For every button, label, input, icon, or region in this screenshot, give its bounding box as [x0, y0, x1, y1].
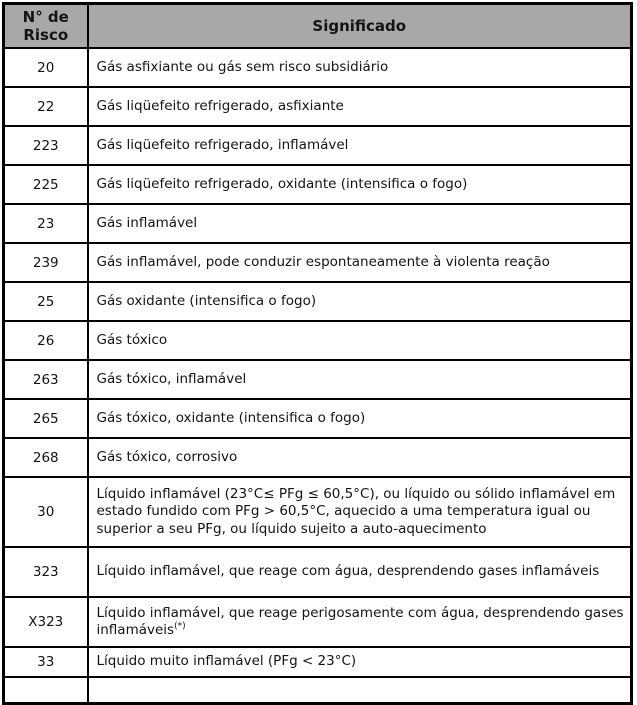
meaning-cell [88, 597, 632, 647]
risk-number-cell: 33 [4, 647, 88, 677]
table-row [4, 165, 632, 204]
risk-number-cell: 239 [4, 243, 88, 282]
meaning-text: Gás liqüefeito refrigerado, oxidante (intensifica o fogo) [96, 175, 468, 192]
table-row [4, 321, 632, 360]
meaning-text: Gás tóxico, corrosivo [96, 448, 238, 465]
meaning-text: Líquido muito inflamável (PFg < 23°C) [96, 653, 357, 670]
meaning-cell [88, 399, 632, 438]
table-row [4, 477, 632, 547]
risk-number-cell: 265 [4, 399, 88, 438]
table-row [4, 126, 632, 165]
meaning-cell [88, 204, 632, 243]
table-row [4, 647, 632, 677]
table-row [4, 48, 632, 87]
risk-number-cell: 323 [4, 547, 88, 597]
risk-number-table [2, 2, 633, 705]
meaning-cell [88, 243, 632, 282]
table-row [4, 438, 632, 477]
meaning-cell [88, 438, 632, 477]
meaning-cell [88, 48, 632, 87]
table-header-row [4, 4, 632, 49]
meaning-text: Gás liqüefeito refrigerado, inflamável [96, 136, 349, 153]
risk-number-cell [4, 677, 88, 704]
meaning-text: Gás tóxico [96, 331, 168, 348]
table-row [4, 282, 632, 321]
table-row-partial [4, 677, 632, 704]
risk-number-cell: X323 [4, 597, 88, 647]
table-row [4, 360, 632, 399]
table-row [4, 597, 632, 647]
risk-number-cell: 268 [4, 438, 88, 477]
document-page [2, 2, 633, 705]
footnote-marker: (*) [174, 621, 186, 632]
meaning-cell [88, 165, 632, 204]
meaning-cell [88, 321, 632, 360]
header-risk-number: N° de Risco [4, 4, 88, 49]
meaning-cell [88, 677, 632, 704]
meaning-cell [88, 126, 632, 165]
meaning-text: Gás inflamável [96, 214, 198, 231]
meaning-text: Gás tóxico, inflamável [96, 370, 247, 387]
meaning-cell [88, 360, 632, 399]
table-row [4, 243, 632, 282]
meaning-cell [88, 477, 632, 547]
header-meaning: Significado [88, 4, 632, 49]
table-row [4, 87, 632, 126]
risk-number-cell: 225 [4, 165, 88, 204]
risk-number-cell: 26 [4, 321, 88, 360]
meaning-cell [88, 647, 632, 677]
risk-number-cell: 223 [4, 126, 88, 165]
table-row [4, 204, 632, 243]
risk-number-cell: 25 [4, 282, 88, 321]
meaning-text: Gás liqüefeito refrigerado, asfixiante [96, 97, 344, 114]
meaning-cell [88, 547, 632, 597]
table-row [4, 547, 632, 597]
risk-number-cell: 263 [4, 360, 88, 399]
risk-number-cell: 30 [4, 477, 88, 547]
meaning-text: Líquido inflamável, que reage com água, desprendendo gases inflamáveis [96, 563, 600, 580]
meaning-cell [88, 87, 632, 126]
meaning-text: Líquido inflamável, que reage perigosamente com água, desprendendo gases inflamáveis [96, 604, 624, 638]
meaning-cell [88, 282, 632, 321]
meaning-text: Gás inflamável, pode conduzir espontaneamente à violenta reação [96, 253, 550, 270]
risk-number-cell: 22 [4, 87, 88, 126]
meaning-text: Líquido inflamável (23°C≤ PFg ≤ 60,5°C), ou líquido ou sólido inflamável em estado fundido com PFg > 60,5°C, aquecido a uma temperatura igual ou superior a seu PFg, ou líquido sujeito a auto-aquecimento [96, 486, 616, 537]
risk-number-cell: 20 [4, 48, 88, 87]
meaning-text: Gás asfixiante ou gás sem risco subsidiário [96, 58, 389, 75]
table-row [4, 399, 632, 438]
meaning-text: Gás oxidante (intensifica o fogo) [96, 292, 317, 309]
meaning-text: Gás tóxico, oxidante (intensifica o fogo) [96, 409, 366, 426]
risk-number-cell: 23 [4, 204, 88, 243]
